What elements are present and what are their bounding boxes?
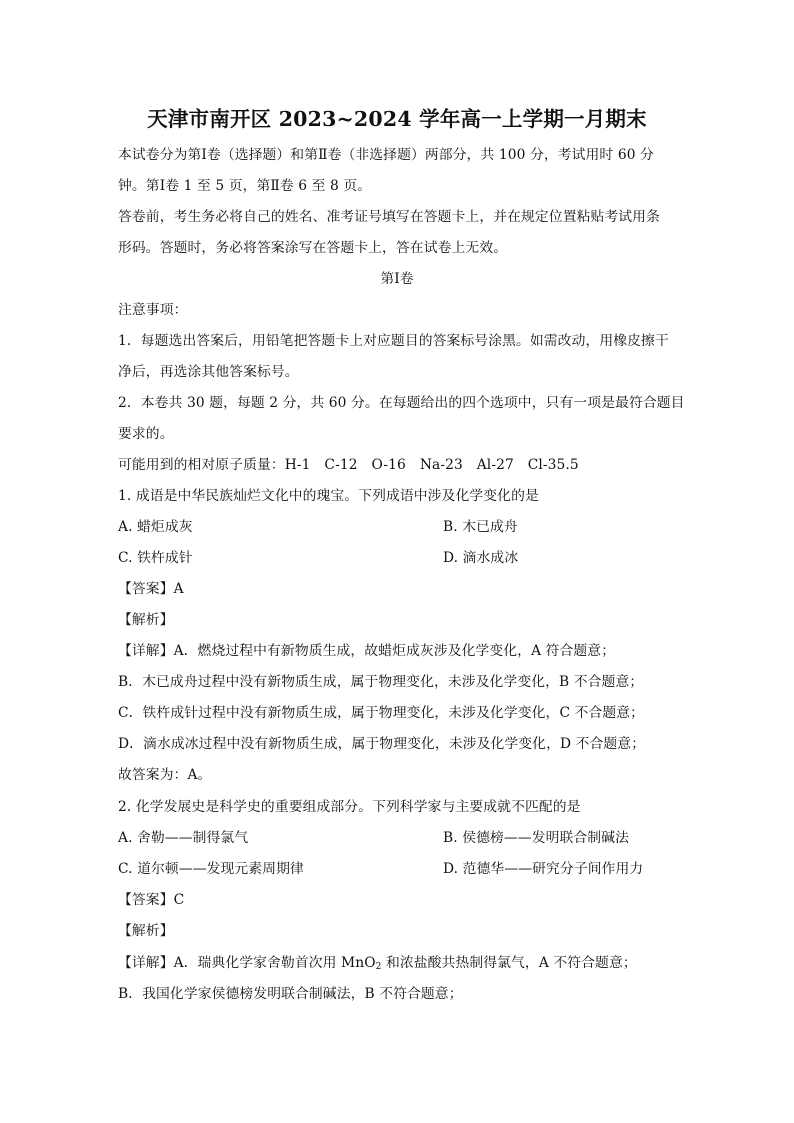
q1-detail-line: D．滴水成冰过程中没有新物质生成，属于物理变化，未涉及化学变化，D 不合题意； bbox=[118, 736, 646, 752]
q1-option-b: B. 木已成舟 bbox=[443, 519, 518, 535]
q2-option-c: C. 道尔顿——发现元素周期律 bbox=[118, 861, 304, 877]
note-line: 要求的。 bbox=[118, 426, 174, 442]
q2-detail-a-subscript: 2 bbox=[375, 962, 382, 972]
q1-analysis-label: 【解析】 bbox=[118, 612, 174, 628]
q2-option-b: B. 侯德榜——发明联合制碱法 bbox=[443, 830, 629, 846]
q1-option-a: A. 蜡炬成灰 bbox=[118, 519, 193, 535]
q2-detail-line bbox=[118, 954, 637, 976]
note-line: 净后，再选涂其他答案标号。 bbox=[118, 364, 299, 380]
q1-conclusion: 故答案为：A。 bbox=[118, 767, 212, 783]
q1-option-c: C. 铁杵成针 bbox=[118, 550, 193, 566]
q2-answer: 【答案】C bbox=[118, 892, 185, 908]
q2-detail-line: B．我国化学家侯德榜发明联合制碱法，B 不符合题意； bbox=[118, 986, 463, 1002]
notes-heading: 注意事项： bbox=[118, 302, 188, 318]
q1-detail-line: B．木已成舟过程中没有新物质生成，属于物理变化，未涉及化学变化，B 不合题意； bbox=[118, 674, 644, 690]
page-title: 天津市南开区 2023~2024 学年高一上学期一月期末 bbox=[147, 107, 647, 131]
q2-analysis-label: 【解析】 bbox=[118, 923, 174, 939]
note-line: 2．本卷共 30 题，每题 2 分，共 60 分。在每题给出的四个选项中，只有一项是最符合题目 bbox=[118, 395, 685, 411]
question-1-stem: 1. 成语是中华民族灿烂文化中的瑰宝。下列成语中涉及化学变化的是 bbox=[118, 488, 539, 504]
q2-option-d: D. 范德华——研究分子间作用力 bbox=[443, 861, 644, 877]
q1-detail-line: C．铁杵成针过程中没有新物质生成，属于物理变化，未涉及化学变化，C 不合题意； bbox=[118, 705, 645, 721]
intro-line: 形码。答题时，务必将答案涂写在答题卡上，答在试卷上无效。 bbox=[118, 240, 508, 256]
question-2-stem: 2. 化学发展史是科学史的重要组成部分。下列科学家与主要成就不匹配的是 bbox=[118, 799, 581, 815]
intro-line: 答卷前，考生务必将自己的姓名、准考证号填写在答题卡上，并在规定位置粘贴考试用条 bbox=[118, 209, 660, 225]
q2-detail-a-post: 和浓盐酸共热制得氯气，A 不符合题意； bbox=[381, 955, 637, 971]
q2-option-a: A. 舍勒——制得氯气 bbox=[118, 830, 249, 846]
intro-line: 本试卷分为第Ⅰ卷（选择题）和第Ⅱ卷（非选择题）两部分，共 100 分，考试用时 60 分 bbox=[118, 147, 654, 163]
note-line: 1．每题选出答案后，用铅笔把答题卡上对应题目的答案标号涂黑。如需改动，用橡皮擦干 bbox=[118, 333, 669, 349]
q1-option-d: D. 滴水成冰 bbox=[443, 550, 519, 566]
q2-detail-a-pre: 【详解】A．瑞典化学家舍勒首次用 MnO bbox=[118, 955, 376, 971]
section-title: 第Ⅰ卷 bbox=[380, 271, 414, 287]
q1-detail-line: 【详解】A．燃烧过程中有新物质生成，故蜡炬成灰涉及化学变化，A 符合题意； bbox=[118, 643, 616, 659]
q1-answer: 【答案】A bbox=[118, 581, 184, 597]
atomic-masses: 可能用到的相对原子质量：H-1 C-12 O-16 Na-23 Al-27 Cl-35.5 bbox=[118, 457, 579, 473]
intro-line: 钟。第Ⅰ卷 1 至 5 页，第Ⅱ卷 6 至 8 页。 bbox=[118, 178, 372, 194]
